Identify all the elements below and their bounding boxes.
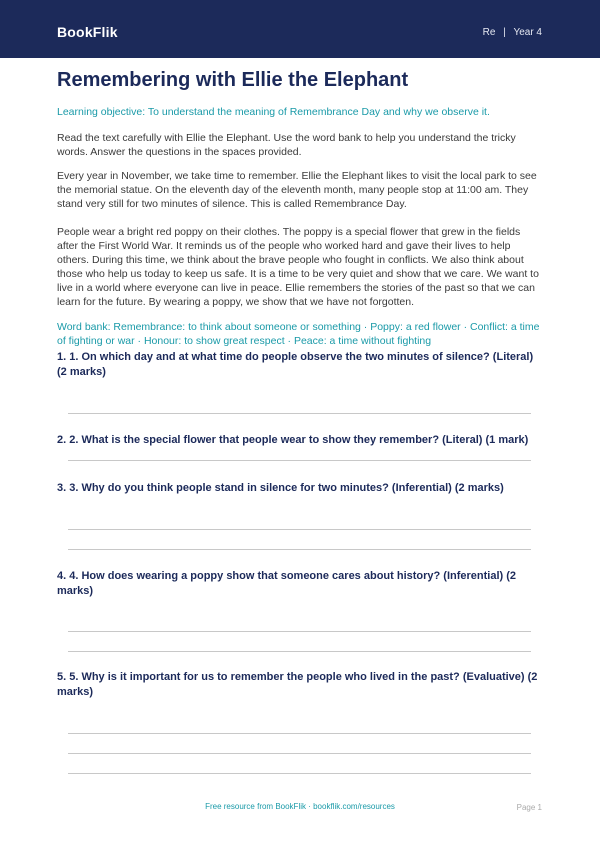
footer-credit[interactable]: Free resource from BookFlik · bookflik.com/resources (205, 802, 395, 811)
question-4: 4. 4. How does wearing a poppy show that someone cares about history? (Inferential) (2 marks) (57, 570, 517, 597)
page-number: Page 1 (516, 803, 542, 812)
answer-line[interactable] (68, 529, 531, 530)
instructions: Read the text carefully with Ellie the Elephant. Use the word bank to help you understand the tricky words. Answer the questions in the spaces provided. (57, 132, 516, 158)
year-label: Year 4 (513, 27, 542, 38)
question-3: 3. 3. Why do you think people stand in silence for two minutes? (Inferential) (2 marks) (57, 482, 504, 494)
answer-line[interactable] (68, 651, 531, 652)
word-bank: Word bank: Remembrance: to think about someone or something · Poppy: a red flower · Conflict: a time of fighting or war · Honour: to show great respect · Peace: a time without fighting (57, 321, 540, 347)
learning-objective: Learning objective: To understand the meaning of Remembrance Day and why we observe it. (57, 106, 490, 118)
page-title: Remembering with Ellie the Elephant (57, 69, 409, 91)
separator: | (503, 27, 506, 38)
answer-line[interactable] (68, 733, 531, 734)
answer-line[interactable] (68, 773, 531, 774)
passage-paragraph-2: People wear a bright red poppy on their clothes. The poppy is a special flower that grew in the fields after the First World War. It reminds us of the people who worked hard and gave their lives to help others. During this time, we think about the brave people who fought in conflicts. We also think about those who help us today to keep us safe. It is a time to be very quiet and show that we care. We want to live in a world where everyone can live in peace. Ellie remembers the stories of the past so that we can learn for the future. By wearing a poppy, we show that we have not forgotten. (57, 226, 539, 308)
worksheet-content (57, 64, 543, 348)
header-bar (0, 0, 600, 58)
brand-logo[interactable]: BookFlik (57, 24, 118, 40)
question-5: 5. 5. Why is it important for us to remember the people who lived in the past? (Evaluative) (2 marks) (57, 671, 538, 698)
answer-line[interactable] (68, 631, 531, 632)
question-2: 2. 2. What is the special flower that people wear to show they remember? (Literal) (1 mark) (57, 434, 529, 446)
subject-label: Re (482, 27, 496, 38)
answer-line[interactable] (68, 413, 531, 414)
subject-year-label (483, 27, 542, 38)
answer-line[interactable] (68, 753, 531, 754)
question-1: 1. 1. On which day and at what time do people observe the two minutes of silence? (Literal) (2 marks) (57, 351, 534, 378)
passage-paragraph-1: Every year in November, we take time to remember. Ellie the Elephant likes to visit the local park to see the memorial statue. On the eleventh day of the eleventh month, many people stop at 11:00 am. They stand very still for two minutes of silence. This is called Remembrance Day. (57, 170, 537, 210)
answer-line[interactable] (68, 549, 531, 550)
answer-line[interactable] (68, 460, 531, 461)
